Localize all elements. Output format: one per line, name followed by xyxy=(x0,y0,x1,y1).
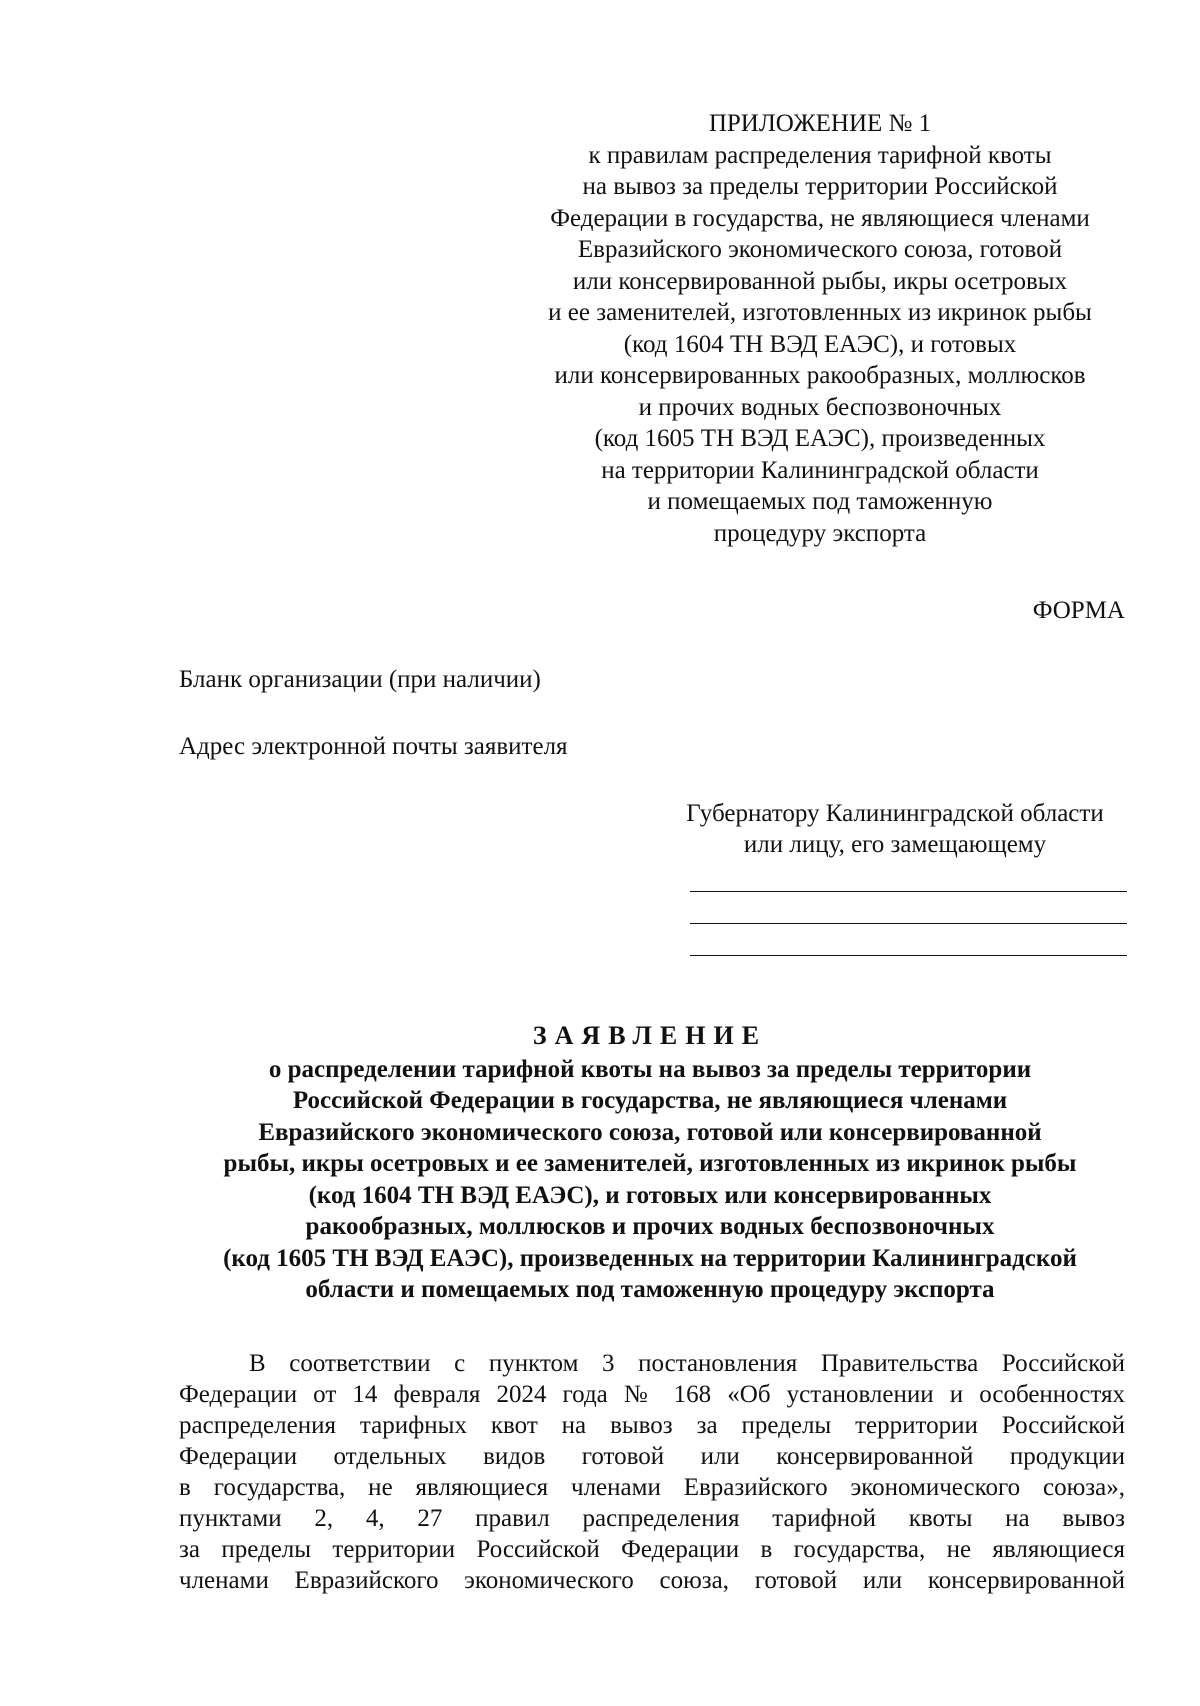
application-heading: ЗАЯВЛЕНИЕ xyxy=(532,1021,768,1050)
appendix-line: на территории Калининградской области xyxy=(601,456,1039,484)
title-line: (код 1605 ТН ВЭД ЕАЭС), произведенных на территории Калининградской xyxy=(223,1244,1077,1272)
appendix-line: Евразийского экономического союза, готовой xyxy=(577,236,1063,263)
body-line: В соответствии с пунктом 3 постановления Правительства Российской xyxy=(249,1350,1125,1377)
application-title xyxy=(170,1020,1130,1306)
appendix-line: (код 1604 ТН ВЭД ЕАЭС), и готовых xyxy=(623,330,1017,358)
fill-in-line xyxy=(690,955,1127,956)
title-line: о распределении тарифной квоты на вывоз за пределы территории xyxy=(268,1055,1032,1083)
appendix-header xyxy=(515,108,1125,549)
body-line: пунктами 2, 4, 27 правил распределения тарифной квоты на вывоз xyxy=(179,1505,1125,1532)
appendix-line: и прочих водных беспозвоночных xyxy=(638,393,1002,421)
appendix-line: и помещаемых под таможенную xyxy=(647,488,993,515)
body-line: членами Евразийского экономического союза, готовой или консервированной xyxy=(179,1567,1125,1594)
appendix-line: (код 1605 ТН ВЭД ЕАЭС), произведенных xyxy=(594,425,1046,452)
form-label: ФОРМА xyxy=(1032,597,1125,624)
title-line: ракообразных, моллюсков и прочих водных беспозвоночных xyxy=(305,1213,995,1240)
appendix-line: процедуру экспорта xyxy=(713,519,927,547)
appendix-line: ПРИЛОЖЕНИЕ № 1 xyxy=(708,110,932,137)
title-line: Евразийского экономического союза, готовой или консервированной xyxy=(258,1118,1042,1146)
organization-letterhead-label: Бланк организации (при наличии) xyxy=(179,666,541,693)
body-line: за пределы территории Российской Федерации в государства, не являющиеся xyxy=(179,1536,1125,1563)
title-line: (код 1604 ТН ВЭД ЕАЭС), и готовых или консервированных xyxy=(308,1181,992,1209)
addressee-block xyxy=(640,798,1150,860)
addressee-line: или лицу, его замещающему xyxy=(743,831,1047,858)
title-line: области и помещаемых под таможенную процедуру экспорта xyxy=(305,1276,995,1303)
body-line: Федерации отдельных видов готовой или консервированной продукции xyxy=(179,1443,1125,1470)
body-paragraph xyxy=(179,1348,1125,1596)
body-line: Федерации от 14 февраля 2024 года № 168 «Об установлении и особенностях xyxy=(179,1381,1125,1408)
appendix-line: на вывоз за пределы территории Российской xyxy=(582,173,1058,200)
fill-in-line xyxy=(690,923,1127,924)
body-line: в государства, не являющиеся членами Евразийского экономического союза», xyxy=(179,1474,1125,1501)
body-line: распределения тарифных квот на вывоз за пределы территории Российской xyxy=(179,1412,1125,1439)
fill-in-line xyxy=(690,891,1127,892)
appendix-line: или консервированной рыбы, икры осетровых xyxy=(572,267,1068,295)
applicant-email-label: Адрес электронной почты заявителя xyxy=(179,733,568,760)
appendix-line: к правилам распределения тарифной квоты xyxy=(588,141,1052,169)
appendix-line: и ее заменителей, изготовленных из икринок рыбы xyxy=(548,299,1092,326)
title-line: Российской Федерации в государства, не являющиеся членами xyxy=(292,1087,1008,1114)
appendix-line: Федерации в государства, не являющиеся членами xyxy=(550,204,1090,232)
addressee-line: Губернатору Калининградской области xyxy=(686,800,1104,827)
title-line: рыбы, икры осетровых и ее заменителей, изготовленных из икринок рыбы xyxy=(223,1150,1077,1177)
appendix-line: или консервированных ракообразных, моллюсков xyxy=(554,362,1086,389)
